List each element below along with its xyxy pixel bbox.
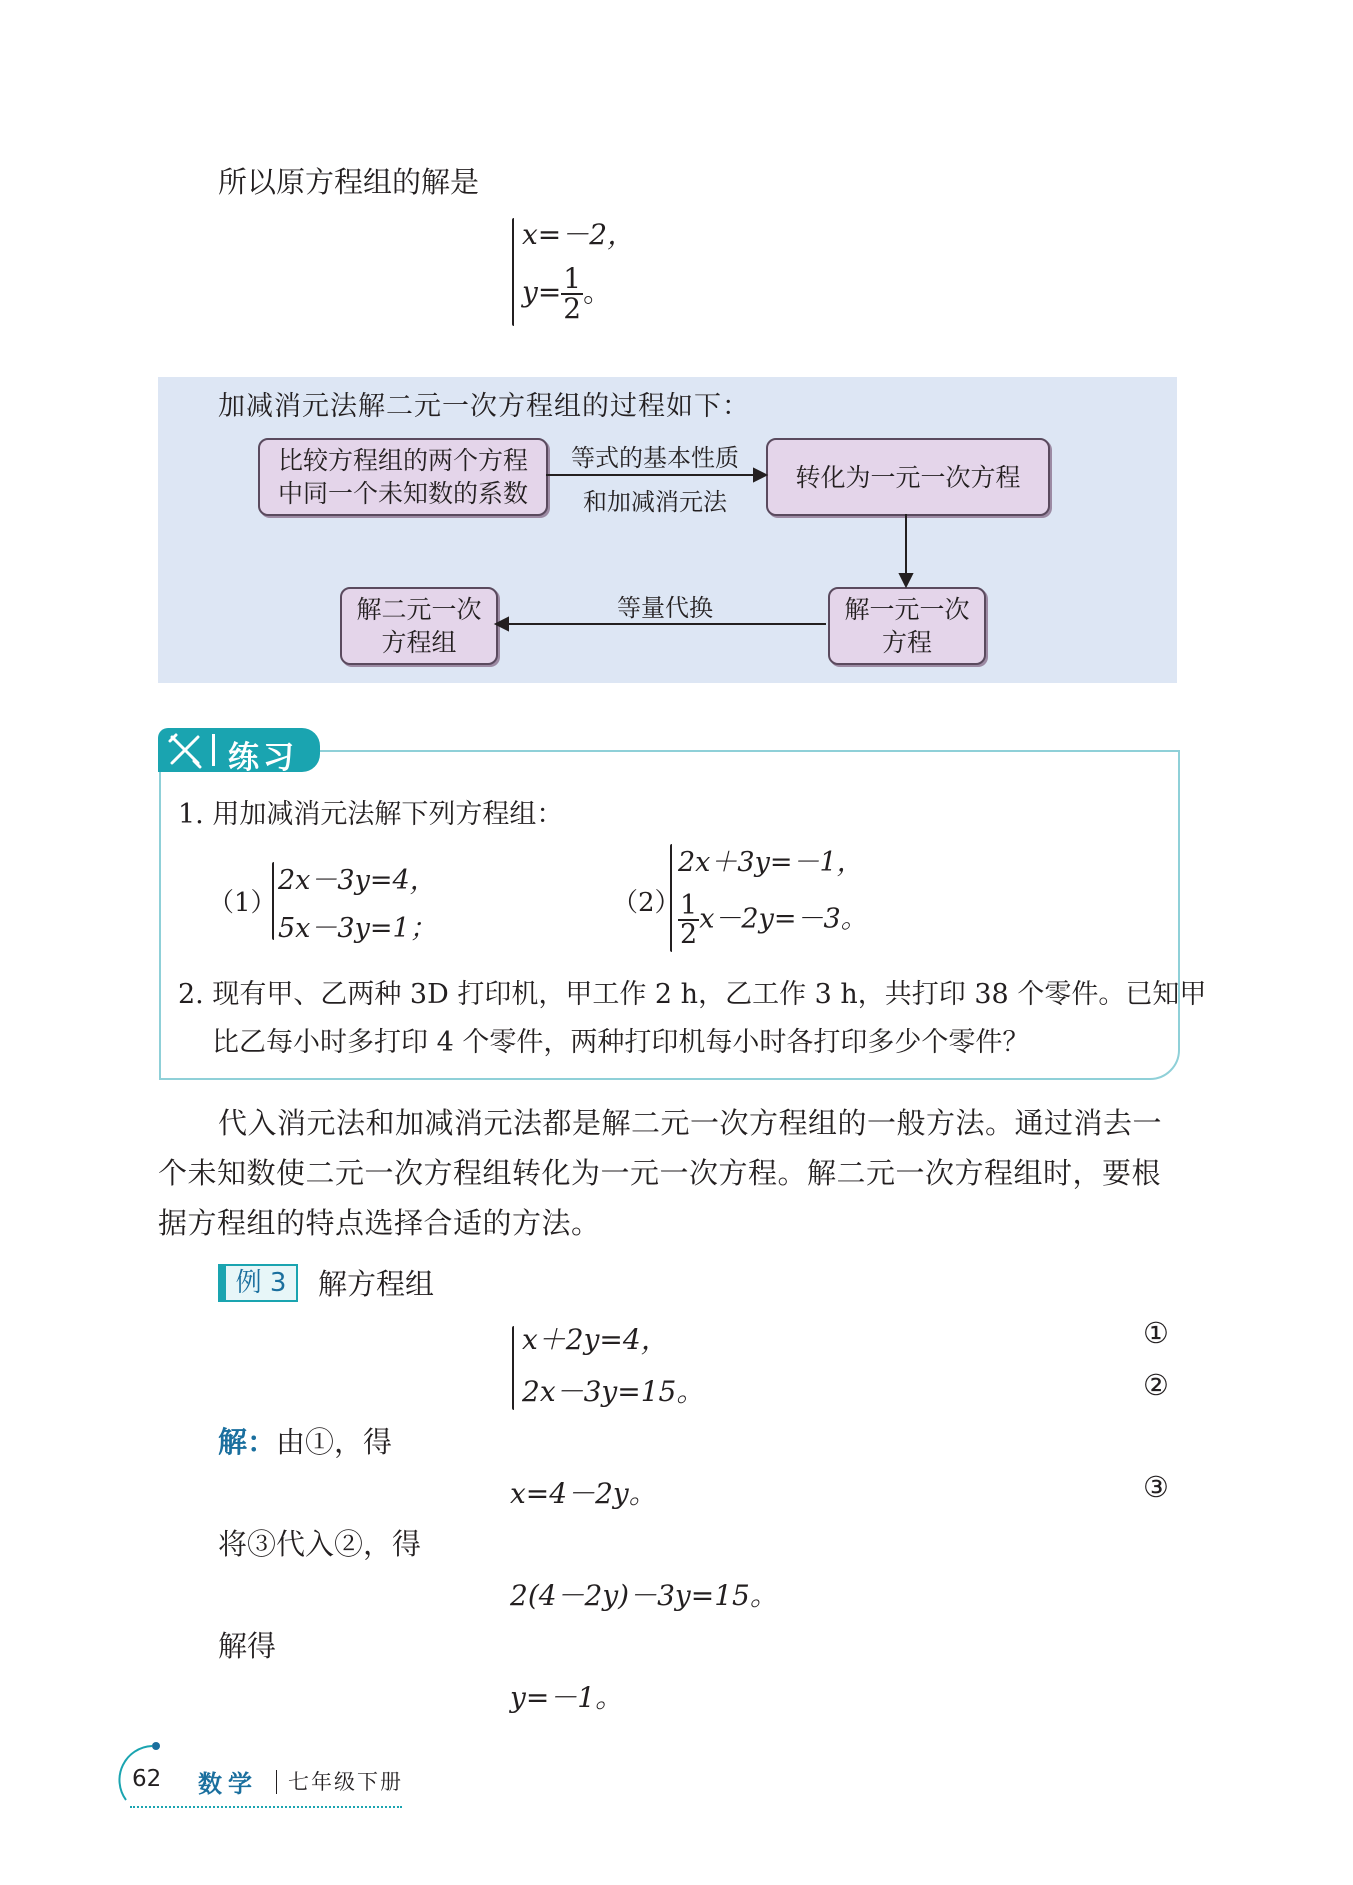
solution-fraction-num: 1 xyxy=(563,262,582,295)
solution-eq2-left: y= xyxy=(522,275,562,309)
practice-q1a-eq2: 5x－3y=1； xyxy=(278,913,437,944)
practice-q1b-eq1: 2x＋3y=－1， xyxy=(678,847,864,878)
flow-arrow-down xyxy=(900,514,912,586)
practice-q2-line1: 2. 现有甲、乙两种 3D 打印机，甲工作 2 h，乙工作 3 h，共打印 38 个零件。已知甲 xyxy=(178,979,1207,1010)
example-eq1-tag: ① xyxy=(1143,1316,1169,1350)
footer-subject: 数学 xyxy=(198,1769,258,1798)
practice-q1b-fraction-den: 2 xyxy=(680,919,698,950)
footer-grade: 七年级下册 xyxy=(288,1770,403,1794)
footer-dotted-rule xyxy=(130,1806,402,1808)
practice-label: 练习 xyxy=(228,740,298,776)
solution-eq2-end: 。 xyxy=(583,275,612,309)
practice-q2-line2: 比乙每小时多打印 4 个零件，两种打印机每小时各打印多少个零件？ xyxy=(212,1027,1030,1058)
solution-step3: 解得 xyxy=(218,1629,277,1663)
flow-edge-label-1b: 和加减消元法 xyxy=(583,488,727,516)
example-eq2-tag: ② xyxy=(1143,1368,1169,1402)
solution-step1 xyxy=(218,1420,392,1461)
flow-node-solve-linear-line2: 方程 xyxy=(881,628,932,657)
flow-node-convert-label: 转化为一元一次方程 xyxy=(795,462,1021,492)
practice-q1: 1. 用加减消元法解下列方程组： xyxy=(178,799,564,830)
example-eq5: y=－1。 xyxy=(510,1681,624,1714)
example-eq3: x=4－2y。 xyxy=(510,1477,657,1510)
solution-eq1: x=－2， xyxy=(522,218,636,251)
practice-q1a-brace xyxy=(272,862,274,940)
example-eq1: x＋2y=4， xyxy=(522,1323,669,1356)
example-label: 例 3 xyxy=(218,1264,298,1302)
flow-arrow-right xyxy=(546,469,766,481)
footer-page-number: 62 xyxy=(132,1766,162,1792)
example-eq3-tag: ③ xyxy=(1143,1470,1169,1504)
practice-q1b-fraction xyxy=(678,892,699,948)
flow-node-compare-line2: 中同一个未知数的系数 xyxy=(277,479,528,508)
practice-q1b-eq2-rest: x－2y=－3。 xyxy=(699,903,868,935)
flow-edge-label-1a: 等式的基本性质 xyxy=(571,444,739,472)
flow-arrows xyxy=(0,0,1353,720)
para-line3: 据方程组的特点选择合适的方法。 xyxy=(158,1206,601,1240)
summary-title: 加减消元法解二元一次方程组的过程如下： xyxy=(218,391,750,422)
practice-q1b-brace xyxy=(670,844,672,952)
practice-q1a-label: （1） xyxy=(208,888,277,918)
example-brace xyxy=(512,1326,514,1410)
flow-edge-label-2: 等量代换 xyxy=(617,594,713,622)
para-line1: 代入消元法和加减消元法都是解二元一次方程组的一般方法。通过消去一 xyxy=(218,1106,1163,1140)
pencil-ruler-icon xyxy=(166,731,206,776)
flow-node-compare-line1: 比较方程组的两个方程 xyxy=(277,446,528,475)
practice-q1b-label: （2） xyxy=(612,888,681,918)
example-title: 解方程组 xyxy=(318,1267,435,1301)
practice-q1b-eq2 xyxy=(678,892,868,948)
flow-node-solve-system-line1: 解二元一次 xyxy=(356,595,482,624)
solution-step2: 将③代入②，得 xyxy=(218,1527,422,1561)
solution-label: 解： xyxy=(218,1425,277,1459)
practice-q1a-eq1: 2x－3y=4， xyxy=(278,865,437,896)
footer-divider xyxy=(276,1770,277,1794)
practice-tab-divider xyxy=(212,734,215,766)
flow-arrow-left xyxy=(496,618,826,630)
flow-node-solve-system-line2: 方程组 xyxy=(381,628,457,657)
flow-node-solve-linear-line1: 解一元一次 xyxy=(844,595,970,624)
intro-text: 所以原方程组的解是 xyxy=(218,165,480,199)
solution-fraction-den: 2 xyxy=(563,292,582,325)
para-line2: 个未知数使二元一次方程组转化为一元一次方程。解二元一次方程组时，要根 xyxy=(158,1156,1162,1190)
example-eq2: 2x－3y=15。 xyxy=(522,1375,705,1408)
example-eq4: 2(4－2y)－3y=15。 xyxy=(510,1579,778,1612)
solution-step1-text: 由①，得 xyxy=(276,1425,393,1459)
practice-q1b-fraction-num: 1 xyxy=(680,890,698,921)
